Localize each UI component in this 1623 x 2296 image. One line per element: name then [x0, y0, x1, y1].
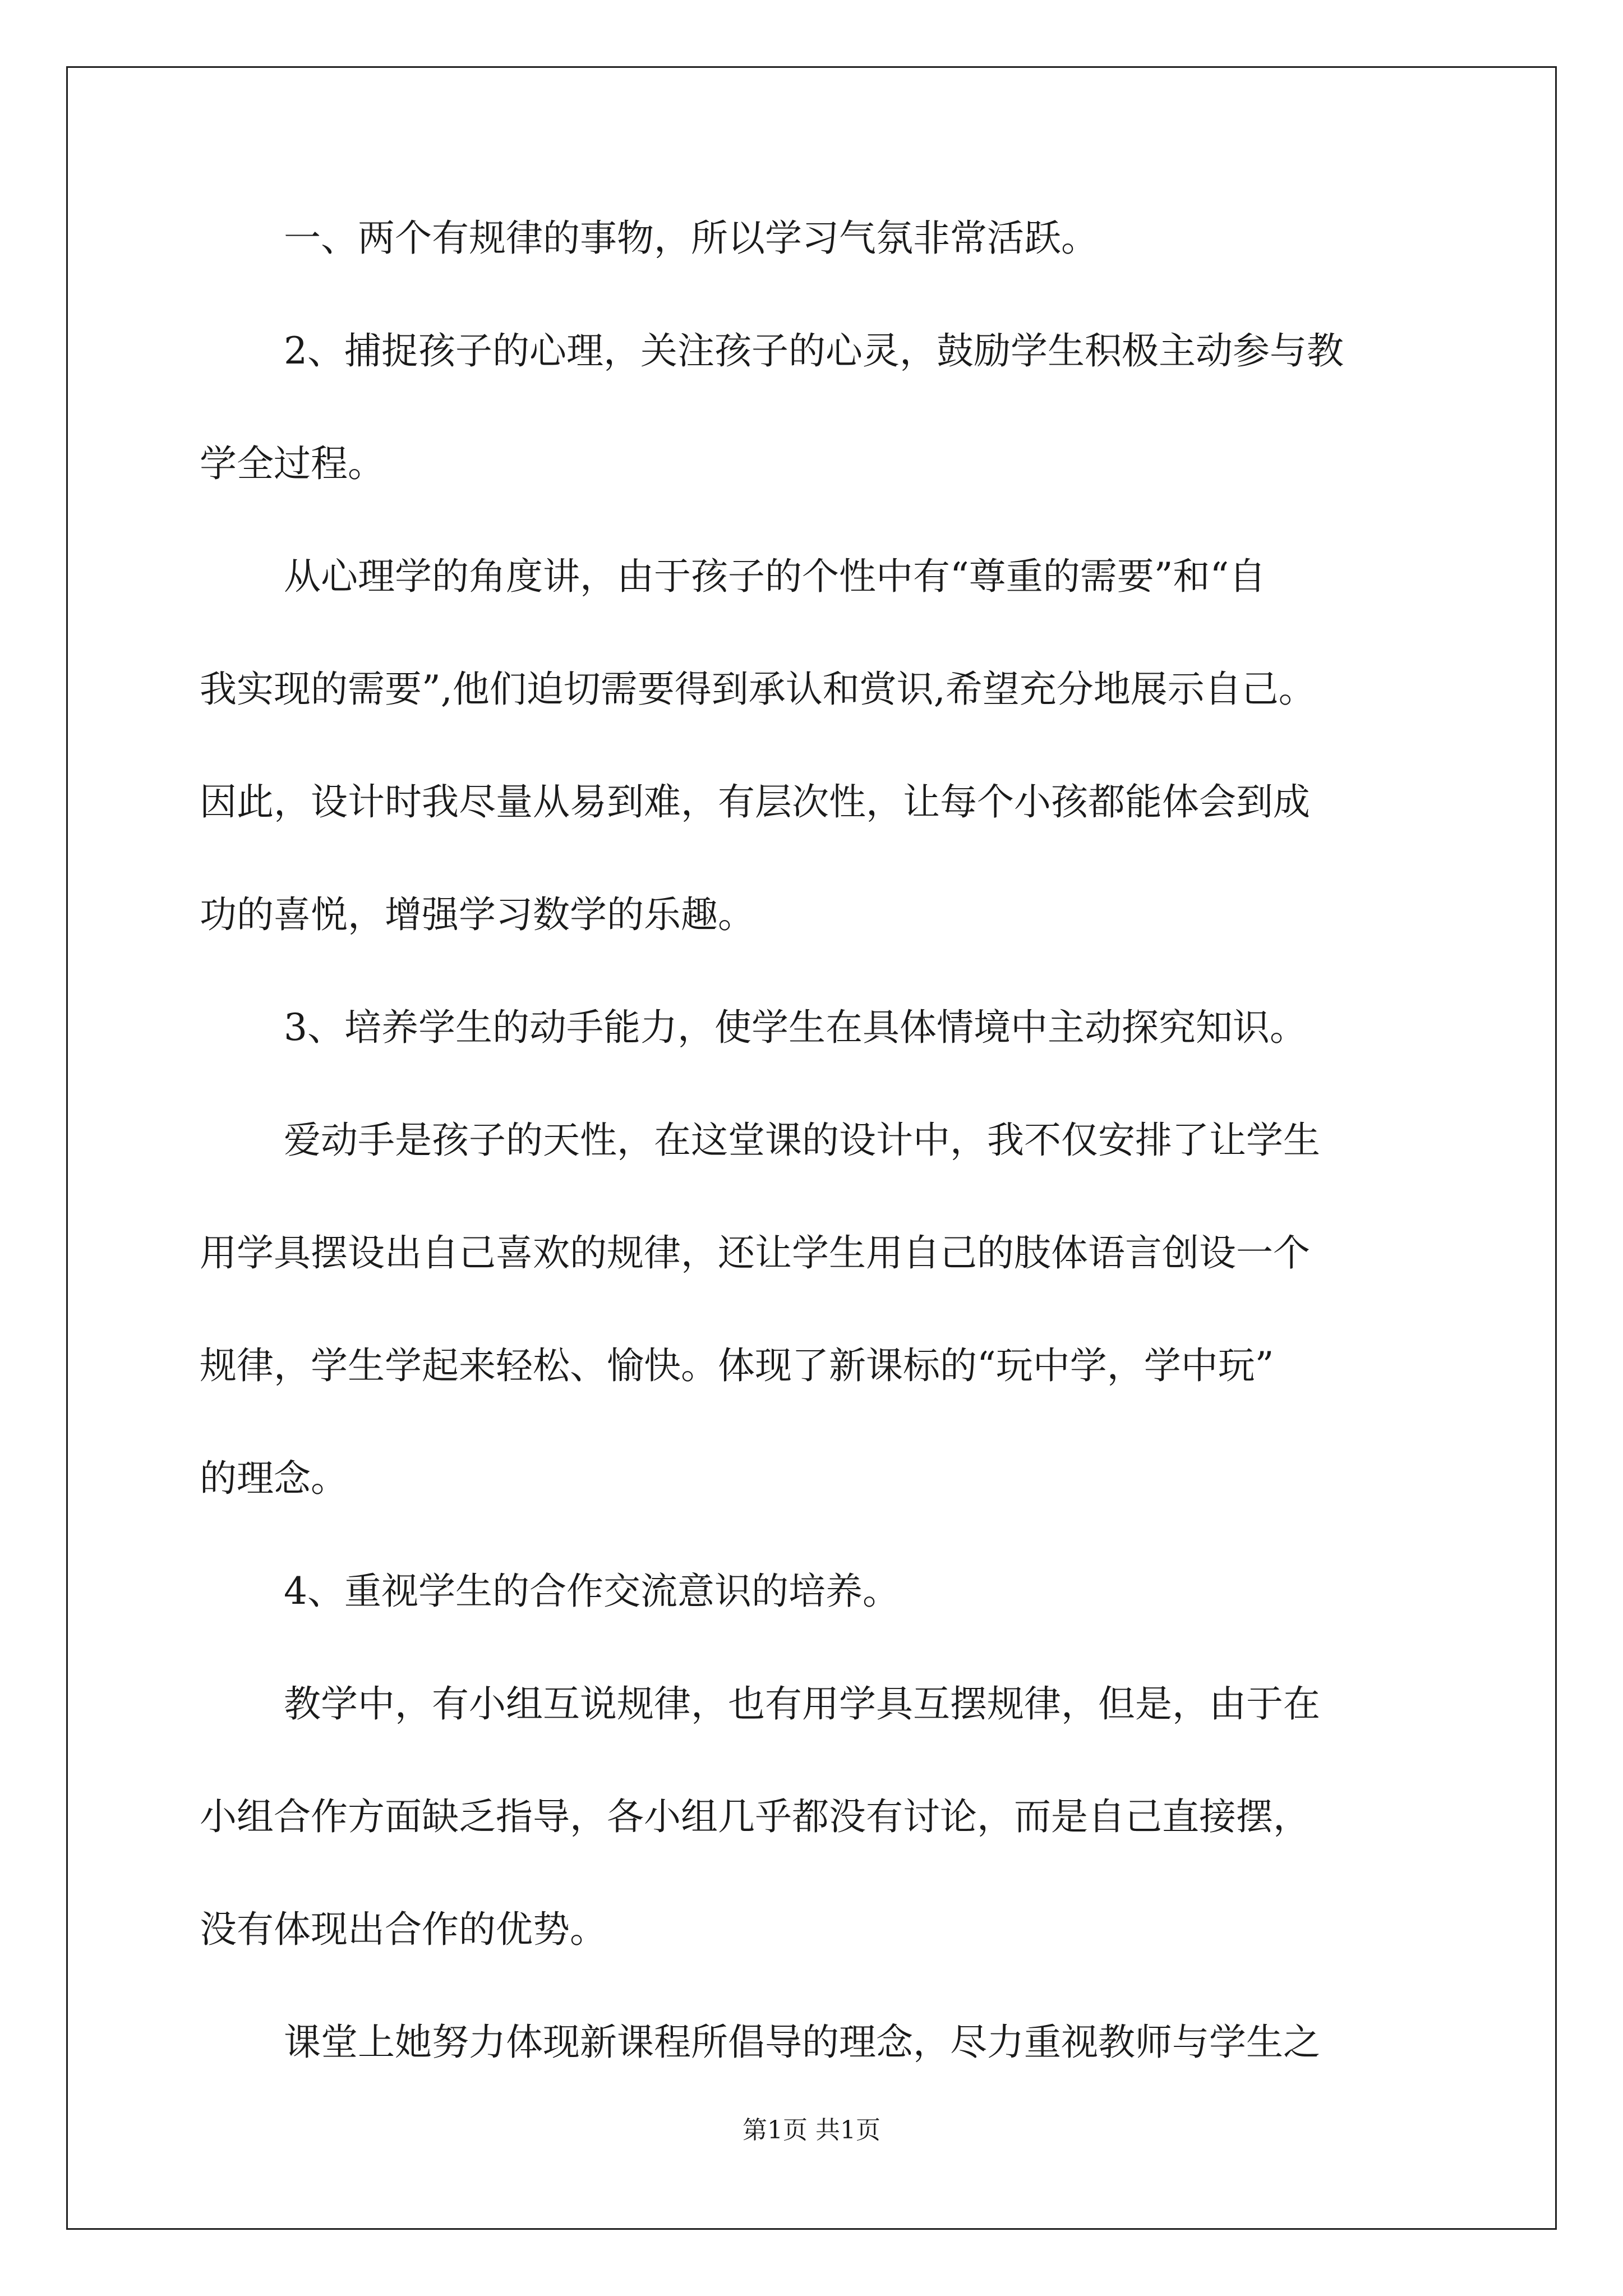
text-line: 我实现的需要”,他们迫切需要得到承认和赏识,希望充分地展示自己。 — [200, 668, 1316, 711]
text-line: 没有体现出合作的优势。 — [200, 1908, 607, 1951]
text-line: 一、两个有规律的事物，所以学习气氛非常活跃。 — [284, 217, 1098, 260]
text-line: 因此，设计时我尽量从易到难，有层次性，让每个小孩都能体会到成 — [200, 780, 1310, 823]
text-line: 爱动手是孩子的天性，在这堂课的设计中，我不仅安排了让学生 — [284, 1119, 1320, 1162]
text-line: 教学中，有小组互说规律，也有用学具互摆规律，但是，由于在 — [284, 1682, 1320, 1726]
text-line: 学全过程。 — [200, 442, 385, 485]
text-line: 课堂上她努力体现新课程所倡导的理念，尽力重视教师与学生之 — [284, 2021, 1320, 2064]
text-line: 3、培养学生的动手能力，使学生在具体情境中主动探究知识。 — [284, 1006, 1307, 1049]
text-line: 4、重视学生的合作交流意识的培养。 — [284, 1570, 900, 1613]
text-line: 用学具摆设出自己喜欢的规律，还让学生用自己的肢体语言创设一个 — [200, 1231, 1310, 1274]
text-line: 功的喜悦，增强学习数学的乐趣。 — [200, 893, 755, 936]
page-number-footer: 第1页 共1页 — [743, 2116, 880, 2145]
text-line: 小组合作方面缺乏指导，各小组几乎都没有讨论，而是自己直接摆， — [200, 1795, 1310, 1838]
text-line: 从心理学的角度讲，由于孩子的个性中有“尊重的需要”和“自 — [284, 555, 1266, 598]
text-line: 2、捕捉孩子的心理，关注孩子的心灵，鼓励学生积极主动参与教 — [284, 329, 1344, 372]
text-line: 规律，学生学起来轻松、愉快。体现了新课标的“玩中学，学中玩” — [200, 1344, 1274, 1387]
text-line: 的理念。 — [200, 1457, 348, 1500]
